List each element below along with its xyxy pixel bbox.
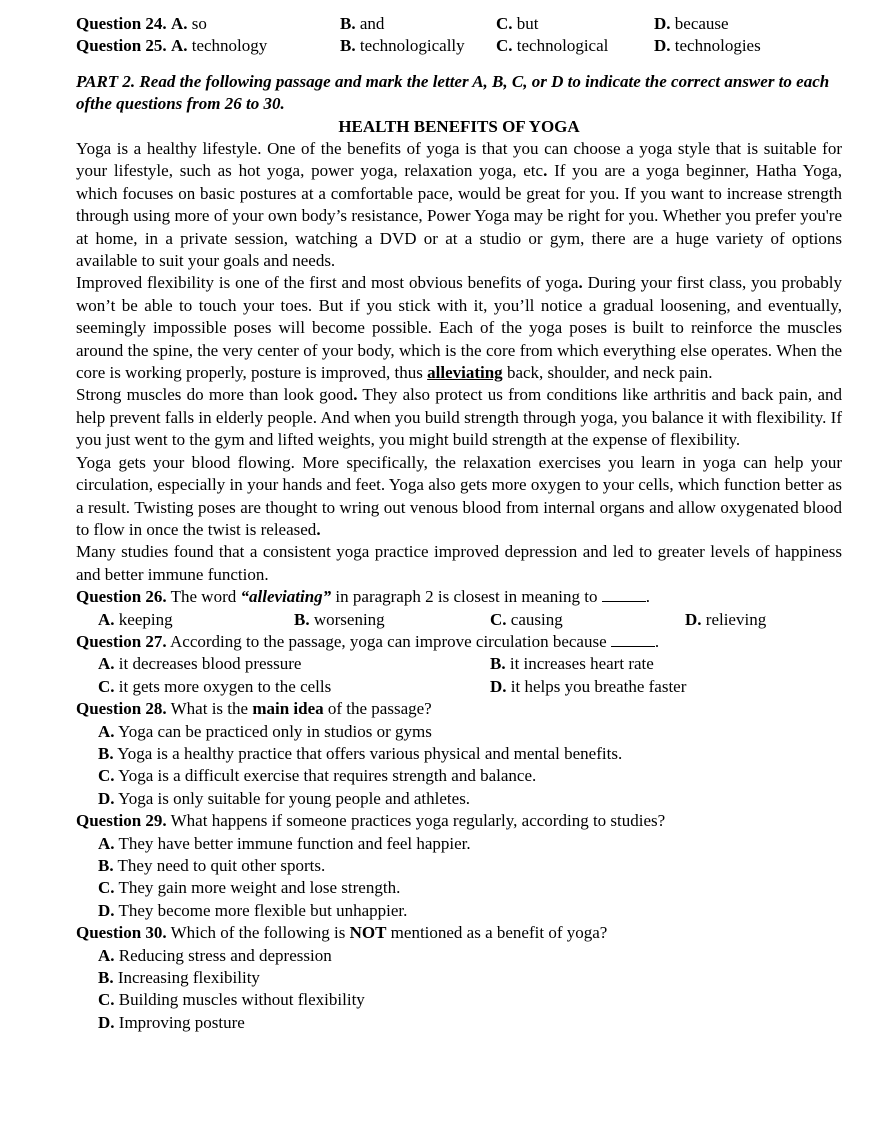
q24-option-d — [654, 13, 729, 35]
q26-option-c[interactable] — [490, 609, 563, 631]
q29-option-a[interactable] — [76, 833, 842, 855]
q26-stem-post: in paragraph 2 is closest in meaning to — [331, 587, 602, 607]
q27-d-letter: D. — [490, 676, 507, 696]
q29-c-text: They gain more weight and lose strength. — [114, 878, 401, 898]
q29-b-letter: B. — [98, 855, 114, 875]
q24-b-text: and — [355, 14, 385, 33]
q30-stem-post: mentioned as a benefit of yoga? — [386, 923, 608, 943]
q29-d-text: They become more flexible but unhappier. — [114, 900, 408, 920]
q30-a-letter: A. — [98, 945, 115, 965]
p2-text-a: Improved flexibility is one of the first and most obvious benefits of yoga — [76, 273, 579, 293]
p4-bold-period: . — [316, 519, 321, 539]
q28-c-letter: C. — [98, 766, 115, 786]
q28-b-letter: B. — [98, 743, 114, 763]
p2-text-c: back, shoulder, and neck pain. — [502, 363, 713, 383]
q29-label: Question 29. — [76, 811, 167, 831]
q26-b-letter: B. — [294, 609, 310, 629]
q28-option-c[interactable] — [76, 765, 842, 787]
q25-d-letter: D. — [654, 36, 671, 56]
q25-b-letter: B. — [340, 36, 356, 56]
question-27-options-row-1 — [76, 653, 842, 675]
p1-bold-period: . — [543, 161, 548, 181]
q30-option-b[interactable] — [76, 967, 842, 989]
q27-option-d[interactable] — [490, 676, 686, 698]
q29-b-text: They need to quit other sports. — [113, 855, 326, 875]
q25-option-d — [654, 35, 761, 57]
q29-option-b[interactable] — [76, 855, 842, 877]
q26-c-text: causing — [506, 609, 563, 629]
p3-text-a: Strong muscles do more than look good — [76, 385, 354, 405]
q26-d-letter: D. — [685, 609, 702, 629]
q28-c-text: Yoga is a difficult exercise that requires strength and balance. — [114, 766, 537, 786]
p2-text-b: During your first class, you probably won’t be able to touch your toes. But if you stick with it, you’ll notice a gradual loosening, and eventually, seemingly impossible poses will become possible. Each of the yoga poses is built to reinforce the muscles around the spine, the very center of your body, which is the core from which everything else operates. When the core is working properly, posture is improved, thus — [76, 273, 842, 383]
q26-quoted-word: “alleviating” — [240, 587, 332, 607]
q24-b-letter: B. — [340, 14, 356, 33]
q26-a-text: keeping — [114, 609, 173, 629]
q30-stem-bold: NOT — [349, 923, 387, 943]
q29-option-d[interactable] — [76, 900, 842, 922]
q30-c-text: Building muscles without flexibility — [114, 990, 365, 1010]
q24-a-letter: A. — [170, 14, 188, 33]
q28-option-d[interactable] — [76, 788, 842, 810]
q24-option-c — [496, 13, 539, 35]
q26-b-text: worsening — [309, 609, 385, 629]
q28-option-b[interactable] — [76, 743, 842, 765]
q27-a-text: it decreases blood pressure — [114, 654, 302, 674]
paragraph-3 — [76, 384, 842, 451]
q28-a-text: Yoga can be practiced only in studios or gyms — [114, 721, 432, 741]
q30-option-d[interactable] — [76, 1012, 842, 1034]
q29-c-letter: C. — [98, 878, 115, 898]
q28-d-letter: D. — [98, 788, 115, 808]
p4-text-a: Yoga gets your blood flowing. More specifically, the relaxation exercises you learn in yoga can help your circulation, especially in your hands and feet. Yoga also gets more oxygen to your cells, which function better as a result. Twisting poses are thought to wring out venous blood from internal organs and allow oxygenated blood to flow in once the twist is released — [76, 452, 842, 539]
q27-stem-end: . — [654, 631, 660, 651]
q25-option-b — [340, 35, 465, 57]
question-30-stem — [76, 922, 842, 944]
q28-option-a[interactable] — [76, 721, 842, 743]
q27-c-text: it gets more oxygen to the cells — [114, 676, 332, 696]
q28-d-text: Yoga is only suitable for young people and athletes. — [114, 788, 471, 808]
q24-option-b — [340, 13, 384, 35]
q24-c-text: but — [512, 14, 539, 33]
q30-option-c[interactable] — [76, 989, 842, 1011]
q25-label: Question 25. — [76, 36, 167, 56]
passage-title: HEALTH BENEFITS OF YOGA — [338, 116, 580, 136]
q25-a-text: technology — [187, 36, 268, 56]
keyword-alleviating: alleviating — [427, 363, 503, 383]
part-2-instruction: PART 2. Read the following passage and mark the letter A, B, C, or D to indicate the correct answer to each ofthe questions from 26 to 30. — [76, 71, 830, 114]
q30-c-letter: C. — [98, 990, 115, 1010]
q25-option-c — [496, 35, 608, 57]
q26-d-text: relieving — [701, 609, 767, 629]
q29-d-letter: D. — [98, 900, 115, 920]
q28-stem-post: of the passage? — [323, 699, 432, 719]
q30-stem-pre: Which of the following is — [166, 923, 350, 943]
q28-stem-pre: What is the — [166, 699, 253, 719]
q26-option-d[interactable] — [685, 609, 766, 631]
q24-label-and-a — [76, 13, 207, 35]
q25-label-and-a — [76, 35, 267, 57]
p1-text-b: If you are a yoga beginner, Hatha Yoga, which focuses on basic postures at a comfortable pace, would be great for you. If you want to increase strength through using more of your own body’s resistance, Power Yoga may be right for you. Whether you prefer you're at home, in a private session, watching a DVD or at a studio or gym, there are a huge variety of options available to suit your goals and needs. — [76, 161, 842, 271]
p3-text-b: They also protect us from conditions like arthritis and back pain, and help prevent falls in elderly people. And when you build strength through yoga, you balance it with flexibility. If you just went to the gym and lifted weights, you might build strength at the expense of flexibility. — [76, 385, 843, 450]
q27-option-c[interactable] — [98, 676, 331, 698]
q26-option-b[interactable] — [294, 609, 385, 631]
exam-page — [76, 13, 842, 1034]
answer-blank — [611, 632, 655, 647]
q30-d-letter: D. — [98, 1012, 115, 1032]
q25-c-letter: C. — [496, 36, 513, 56]
q27-b-text: it increases heart rate — [505, 654, 654, 674]
q30-label: Question 30. — [76, 923, 167, 943]
p3-bold-period: . — [353, 385, 358, 405]
p2-bold-period: . — [578, 273, 583, 293]
q27-label: Question 27. — [76, 631, 167, 651]
q26-a-letter: A. — [98, 609, 115, 629]
q24-d-text: because — [670, 14, 729, 33]
q28-b-text: Yoga is a healthy practice that offers various physical and mental benefits. — [113, 743, 623, 763]
q30-a-text: Reducing stress and depression — [114, 945, 332, 965]
q26-c-letter: C. — [490, 609, 507, 629]
paragraph-5: Many studies found that a consistent yoga practice improved depression and led to greater levels of happiness and better immune function. — [76, 542, 842, 584]
q26-stem-pre: The word — [166, 587, 241, 607]
q29-a-letter: A. — [98, 833, 115, 853]
q29-stem-text: What happens if someone practices yoga regularly, according to studies? — [166, 811, 666, 831]
q24-label: Question 24. — [76, 14, 167, 33]
paragraph-2 — [76, 272, 842, 384]
q29-option-c[interactable] — [76, 877, 842, 899]
question-28-stem — [76, 698, 842, 720]
question-26-stem — [76, 586, 842, 608]
p1-text-a: Yoga is a healthy lifestyle. One of the benefits of yoga is that you can choose a yoga style that is suitable for your lifestyle, such as hot yoga, power yoga, relaxation yoga, etc — [76, 139, 842, 181]
question-24 — [76, 13, 842, 35]
q27-a-letter: A. — [98, 654, 115, 674]
q25-a-letter: A. — [170, 36, 188, 56]
q30-b-text: Increasing flexibility — [113, 967, 260, 987]
q28-label: Question 28. — [76, 699, 167, 719]
paragraph-1 — [76, 138, 842, 272]
answer-blank — [602, 587, 646, 602]
q26-option-a[interactable] — [98, 609, 173, 631]
q30-b-letter: B. — [98, 967, 114, 987]
q27-option-a[interactable] — [98, 653, 301, 675]
paragraph-4 — [76, 452, 842, 542]
q26-label: Question 26. — [76, 587, 167, 607]
q24-a-text: so — [187, 14, 207, 33]
question-26-options — [76, 609, 842, 631]
q29-a-text: They have better immune function and feel happier. — [114, 833, 471, 853]
q27-stem-text: According to the passage, yoga can improve circulation because — [166, 631, 611, 651]
q25-c-text: technological — [512, 36, 609, 56]
question-27-options-row-2 — [76, 676, 842, 698]
q27-option-b[interactable] — [490, 653, 654, 675]
q26-stem-end: . — [645, 587, 650, 607]
question-29-stem — [76, 810, 842, 832]
q28-a-letter: A. — [98, 721, 115, 741]
q25-d-text: technologies — [670, 36, 761, 56]
q27-d-text: it helps you breathe faster — [506, 676, 687, 696]
q30-option-a[interactable] — [76, 945, 842, 967]
q27-b-letter: B. — [490, 654, 506, 674]
q27-c-letter: C. — [98, 676, 115, 696]
q30-d-text: Improving posture — [114, 1012, 245, 1032]
q24-d-letter: D. — [654, 14, 671, 33]
question-25 — [76, 35, 842, 57]
q28-stem-bold: main idea — [252, 699, 324, 719]
q24-c-letter: C. — [496, 14, 513, 33]
q25-b-text: technologically — [355, 36, 465, 56]
question-27-stem — [76, 631, 842, 653]
